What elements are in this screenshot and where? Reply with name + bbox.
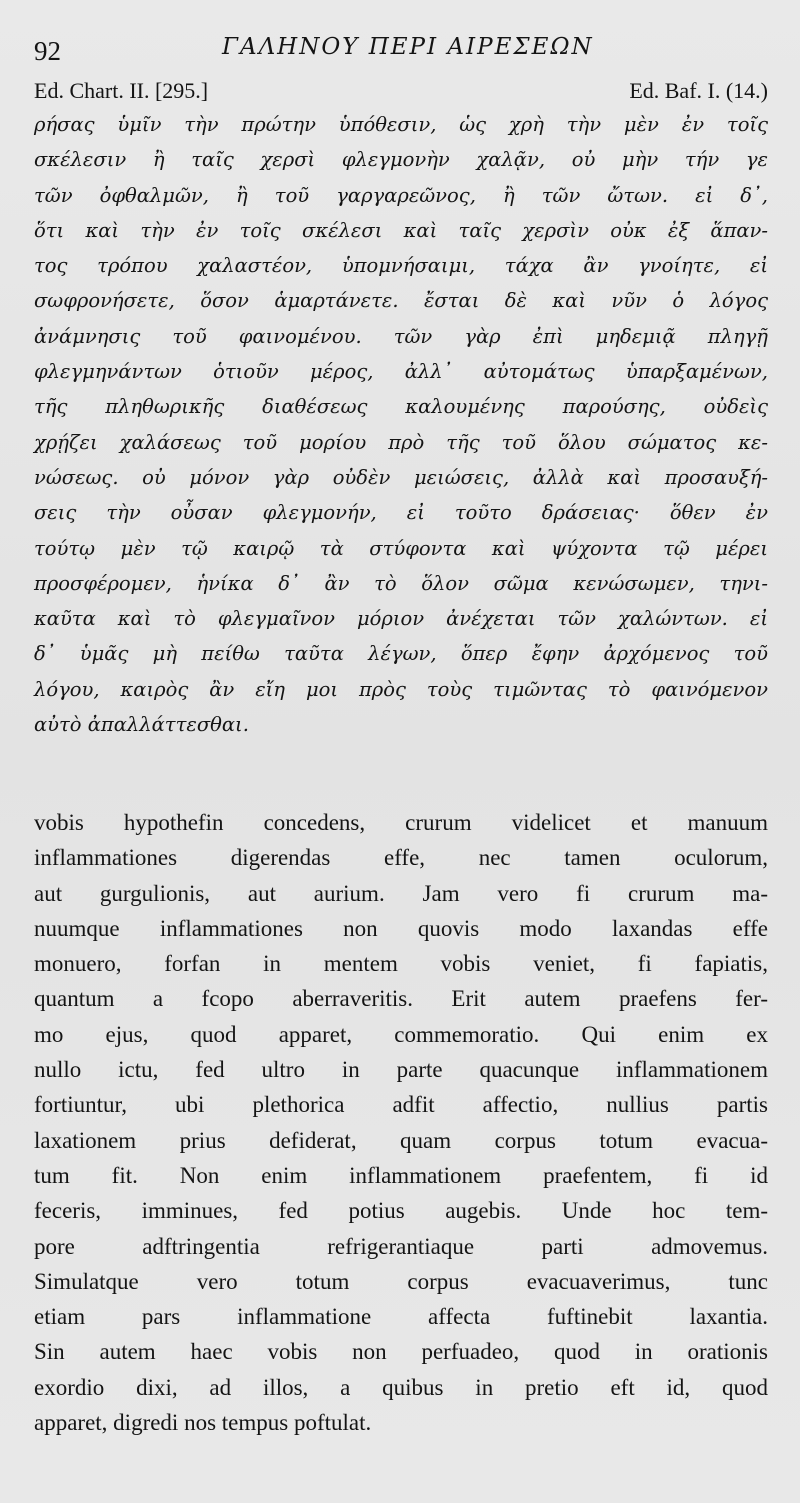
greek-text-line: δ᾽ ὑμᾶς μὴ πείθω ταῦτα λέγων, ὅπερ ἔφην ἀρχόμενος τοῦ	[34, 642, 768, 666]
greek-text-line: τούτῳ μὲν τῷ καιρῷ τὰ στύφοντα καὶ ψύχοντα τῷ μέρει	[34, 536, 768, 560]
greek-text-line: τῆς πληθωρικῆς διαθέσεως καλουμένης παρούσης, οὐδεὶς	[34, 395, 768, 419]
greek-text-line: καῦτα καὶ τὸ φλεγμαῖνον μόριον ἀνέχεται τῶν χαλώντων. εἰ	[34, 607, 768, 631]
greek-text-line: φλεγμηνάντων ὁτιοῦν μέρος, ἀλλ᾽ αὐτομάτως ὑπαρξαμένων,	[34, 360, 768, 384]
greek-text-line: ρήσας ὑμῖν τὴν πρώτην ὑπόθεσιν, ὡς χρὴ τὴν μὲν ἐν τοῖς	[34, 113, 768, 136]
edition-reference-chartier: Ed. Chart. II. [295.]	[34, 78, 209, 103]
latin-text-line: laxationem prius defiderat, quam corpus totum evacua-	[34, 1127, 768, 1153]
latin-text-line: monuero, forfan in mentem vobis veniet, fi fapiatis,	[34, 951, 768, 977]
edition-reference-line	[34, 78, 768, 106]
greek-text-line: ὅτι καὶ τὴν ἐν τοῖς σκέλεσι καὶ ταῖς χερσὶν οὐκ ἐξ ἅπαν-	[34, 218, 768, 242]
greek-text-line: χρῄζει χαλάσεως τοῦ μορίου πρὸ τῆς τοῦ ὅλου σώματος κε-	[34, 430, 768, 454]
page-number: 92	[34, 36, 61, 66]
greek-text-block	[34, 107, 768, 742]
greek-text-line: σκέλεσιν ἢ ταῖς χερσὶ φλεγμονὴν χαλᾷν, οὐ μὴν τήν γε	[34, 148, 768, 172]
page-header	[34, 30, 774, 66]
greek-text-line: τος τρόπου χαλαστέον, ὑπομνήσαιμι, τάχα ἂν γνοίητε, εἰ	[34, 254, 768, 278]
latin-text-block	[34, 805, 768, 1440]
latin-text-line: exordio dixi, ad illos, a quibus in pretio eft id, quod	[34, 1374, 768, 1400]
greek-text-line: σεις τὴν οὖσαν φλεγμονήν, εἰ τοῦτο δράσειας· ὅθεν ἐν	[34, 501, 768, 525]
greek-text-line: αὐτὸ ἀπαλλάττεσθαι.	[34, 713, 249, 737]
latin-text-line: quantum a fcopo aberraveritis. Erit autem praefens fer-	[34, 986, 768, 1012]
greek-text-line: νώσεως. οὐ μόνον γὰρ οὐδὲν μειώσεις, ἀλλὰ καὶ προσαυξή-	[34, 465, 768, 489]
latin-text-line: apparet, digredi nos tempus poftulat.	[34, 1410, 372, 1436]
latin-text-line: nullo ictu, fed ultro in parte quacunque inflammationem	[34, 1057, 768, 1083]
greek-text-line: λόγου, καιρὸς ἂν εἴη μοι πρὸς τοὺς τιμῶντας τὸ φαινόμενον	[34, 677, 768, 701]
running-title: ΓΑΛΗΝΟΥ ΠΕΡΙ ΑΙΡΕΣΕΩΝ	[222, 34, 594, 60]
greek-text-line: τῶν ὀφθαλμῶν, ἢ τοῦ γαργαρεῶνος, ἢ τῶν ὤτων. εἰ δ᾽,	[34, 183, 768, 207]
latin-text-line: inflammationes digerendas effe, nec tamen oculorum,	[34, 845, 768, 871]
latin-text-line: tum fit. Non enim inflammationem praefentem, fi id	[34, 1162, 768, 1188]
edition-reference-basel: Ed. Baf. I. (14.)	[629, 78, 768, 103]
latin-text-line: nuumque inflammationes non quovis modo laxandas effe	[34, 915, 768, 941]
latin-text-line: fortiuntur, ubi plethorica adfit affectio, nullius partis	[34, 1092, 768, 1118]
latin-text-line: pore adftringentia refrigerantiaque parti admovemus.	[34, 1233, 768, 1259]
latin-text-line: Simulatque vero totum corpus evacuaverimus, tunc	[34, 1268, 768, 1294]
latin-text-line: aut gurgulionis, aut aurium. Jam vero fi crurum ma-	[34, 880, 768, 906]
greek-text-line: σωφρονήσετε, ὅσον ἁμαρτάνετε. ἔσται δὲ καὶ νῦν ὁ λόγος	[34, 289, 768, 313]
latin-text-line: Sin autem haec vobis non perfuadeo, quod in orationis	[34, 1339, 768, 1365]
latin-text-line: feceris, imminues, fed potius augebis. Unde hoc tem-	[34, 1198, 768, 1224]
latin-text-line: mo ejus, quod apparet, commemoratio. Qui enim ex	[34, 1021, 768, 1047]
greek-text-line: ἀνάμνησις τοῦ φαινομένου. τῶν γὰρ ἐπὶ μηδεμιᾷ πληγῇ	[34, 324, 768, 348]
latin-text-line: vobis hypothefin concedens, crurum videlicet et manuum	[34, 810, 768, 835]
latin-text-line: etiam pars inflammatione affecta fuftinebit laxantia.	[34, 1304, 768, 1330]
greek-text-line: προσφέρομεν, ἡνίκα δ᾽ ἂν τὸ ὅλον σῶμα κενώσωμεν, τηνι-	[34, 571, 768, 595]
